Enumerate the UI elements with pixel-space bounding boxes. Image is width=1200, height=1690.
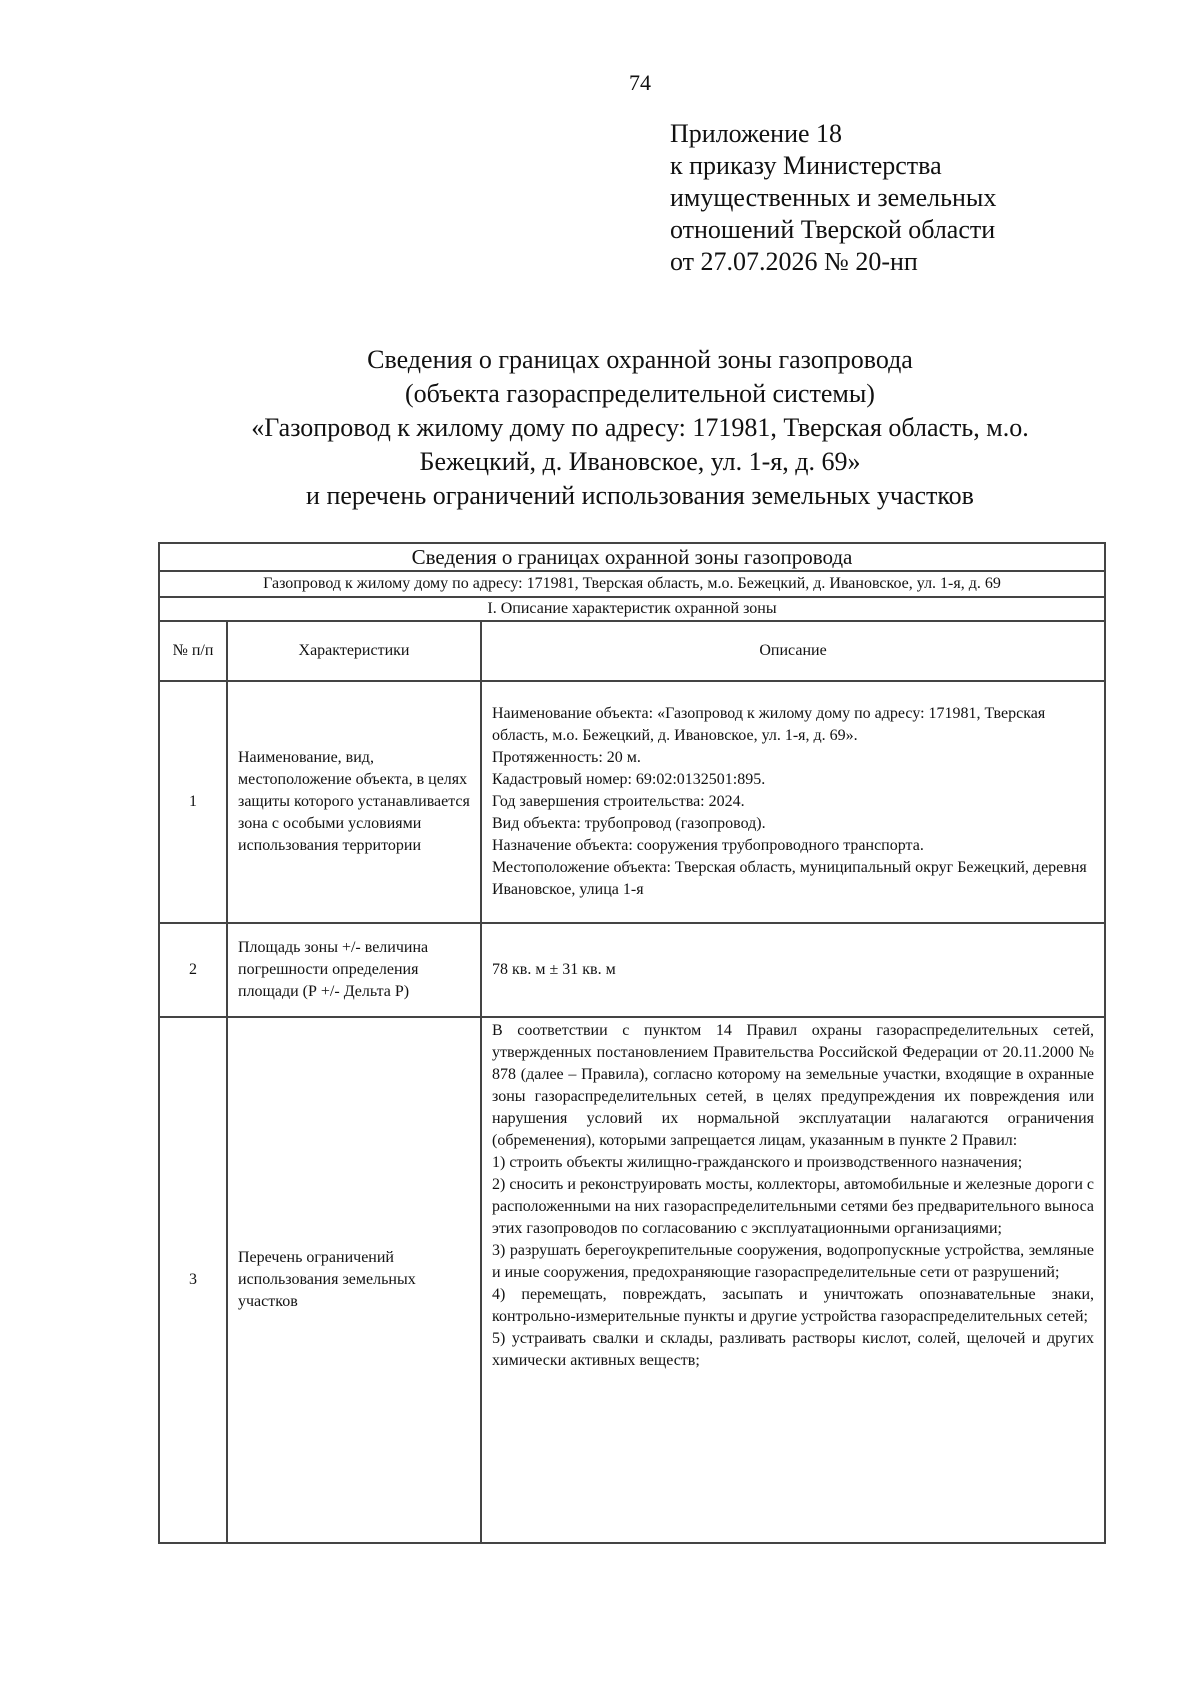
appendix-line: к приказу Министерства [670,151,942,180]
zone-table [158,542,1106,1544]
description-paragraph: В соответствии с пунктом 14 Правил охраны газораспределительных сетей, утвержденных постановлением Правительства Российской Федерации от 20.11.2000 № 878 (далее – Правила), согласно которому на земельные участки, входящие в охранные зоны газораспределительных сетей, в целях предупреждения их повреждения или нарушения условий их нормальной эксплуатации налагаются ограничения (обременения), которыми запрещается лицам, указанным в пункте 2 Правил: [492,1022,1095,1149]
title-line: Бежецкий, д. Ивановское, ул. 1-я, д. 69» [419,447,861,476]
description-paragraph: 4) перемещать, повреждать, засыпать и уничтожать опознавательные знаки, контрольно-измерительные пункты и другие устройства газораспределительных сетей; [492,1286,1095,1325]
table-row [159,681,1105,923]
row-number: 1 [159,681,227,923]
title-line: Сведения о границах охранной зоны газопровода [367,345,913,374]
description-line: Местоположение объекта: Тверская область, муниципальный округ Бежецкий, деревня Ивановское, улица 1-я [492,859,1087,898]
table-section-title: I. Описание характеристик охранной зоны [159,597,1105,621]
title-line: «Газопровод к жилому дому по адресу: 171981, Тверская область, м.о. [251,413,1029,442]
description-paragraph: 2) сносить и реконструировать мосты, коллекторы, автомобильные и железные дороги с расположенными на них газораспределительными сетями без предварительного выноса этих газопроводов по согласованию с эксплуатационными организациями; [492,1176,1095,1237]
description-line: Год завершения строительства: 2024. [492,793,745,810]
description-paragraph: 1) строить объекты жилищно-гражданского и производственного назначения; [492,1154,1023,1171]
appendix-line: от 27.07.2026 № 20-нп [670,247,918,276]
row-number: 2 [159,923,227,1017]
table-heading: Сведения о границах охранной зоны газопровода [159,543,1105,571]
description-line: Кадастровый номер: 69:02:0132501:895. [492,771,766,788]
table-row [159,923,1105,1017]
column-header-row [159,621,1105,681]
row-characteristic: Наименование, вид, местоположение объекта, в целях защиты которого устанавливается зона с особыми условиями использования территории [227,681,481,923]
description-line: Наименование объекта: «Газопровод к жилому дому по адресу: 171981, Тверская область, м.о. Бежецкий, д. Ивановское, ул. 1-я, д. 69». [492,705,1046,744]
row-description [481,681,1105,923]
description-line: 78 кв. м ± 31 кв. м [492,961,616,978]
table-subheading: Газопровод к жилому дому по адресу: 171981, Тверская область, м.о. Бежецкий, д. Ивановское, ул. 1-я, д. 69 [159,571,1105,597]
column-header-characteristic: Характеристики [227,621,481,681]
row-characteristic: Площадь зоны +/- величина погрешности определения площади (Р +/- Дельта Р) [227,923,481,1017]
page-number: 74 [629,70,651,95]
appendix-line: имущественных и земельных [670,183,997,212]
description-line: Протяженность: 20 м. [492,749,641,766]
row-description [481,923,1105,1017]
appendix-block [670,118,996,278]
title-line: и перечень ограничений использования земельных участков [306,481,974,510]
column-header-num: № п/п [159,621,227,681]
description-paragraph: 5) устраивать свалки и склады, разливать растворы кислот, солей, щелочей и других химически активных веществ; [492,1330,1095,1369]
description-paragraph: 3) разрушать берегоукрепительные сооружения, водопропускные устройства, земляные и иные сооружения, предохраняющие газораспределительные сети от разрушений; [492,1242,1095,1281]
row-number: 3 [159,1017,227,1543]
row-description [481,1017,1105,1543]
document-title [160,343,1120,513]
title-line: (объекта газораспределительной системы) [405,379,875,408]
appendix-line: Приложение 18 [670,119,843,148]
appendix-line: отношений Тверской области [670,215,996,244]
table-row [159,1017,1105,1543]
description-line: Вид объекта: трубопровод (газопровод). [492,815,766,832]
description-line: Назначение объекта: сооружения трубопроводного транспорта. [492,837,924,854]
row-characteristic: Перечень ограничений использования земельных участков [227,1017,481,1543]
zone-table-wrapper [158,542,1104,1544]
column-header-description: Описание [481,621,1105,681]
